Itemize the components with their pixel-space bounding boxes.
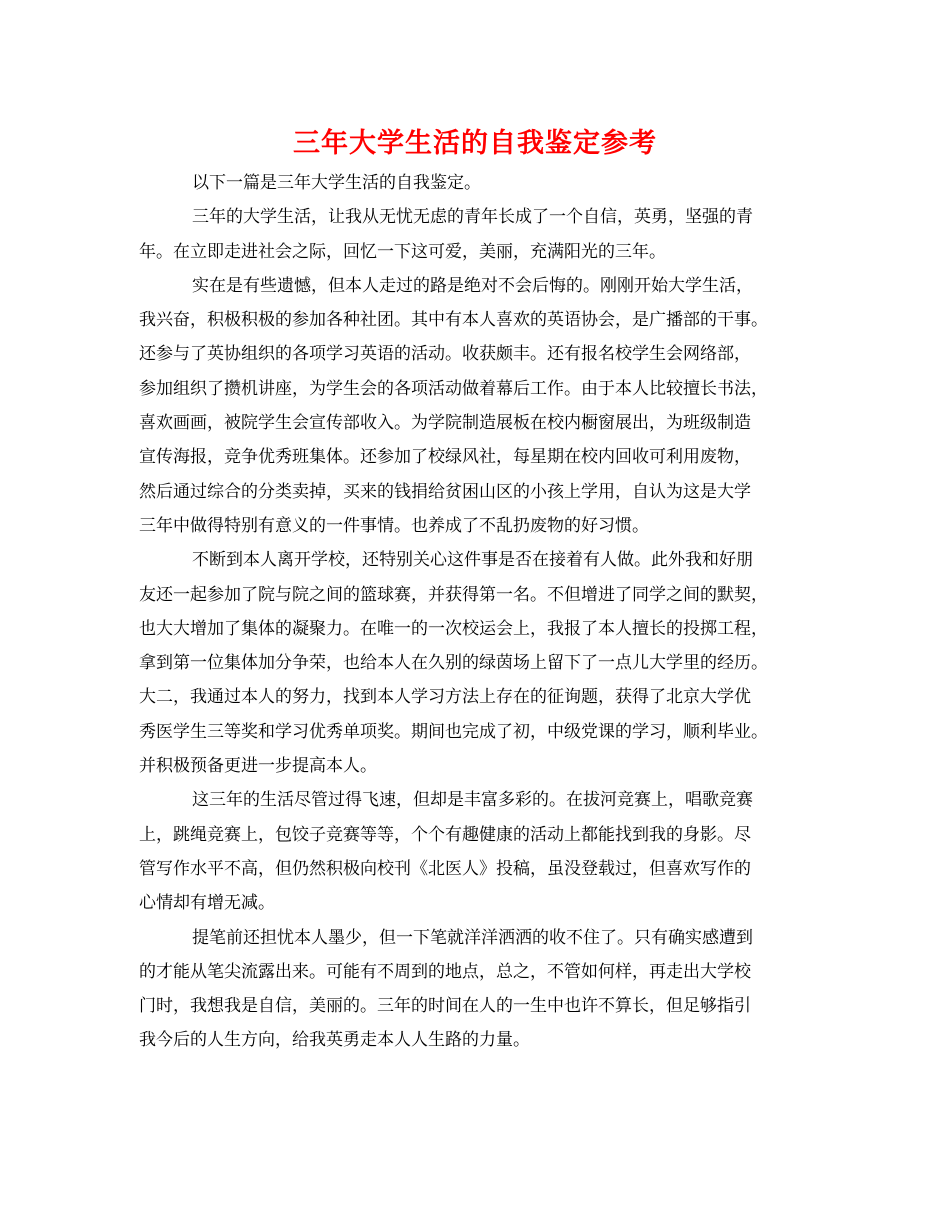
text-line: 的才能从笔尖流露出来。可能有不周到的地点，总之，不管如何样，再走出大学校 — [139, 961, 751, 982]
text-line: 以下一篇是三年大学生活的自我鉴定。 — [192, 173, 481, 193]
text-line: 三年中做得特别有意义的一件事情。也养成了不乱扔废物的好习惯。 — [139, 515, 649, 536]
text-line: 年。在立即走进社会之际，回忆一下这可爱，美丽，充满阳光的三年。 — [139, 241, 666, 262]
text-line: 这三年的生活尽管过得飞速，但却是丰富多彩的。在拔河竞赛上，唱歌竞赛 — [192, 790, 753, 811]
text-line: 秀医学生三等奖和学习优秀单项奖。期间也完成了初，中级党课的学习，顺利毕业。 — [139, 721, 768, 742]
text-line: 管写作水平不高，但仍然积极向校刊《北医人》投稿，虽没登载过，但喜欢写作的 — [139, 858, 751, 879]
text-line: 友还一起参加了院与院之间的篮球赛，并获得第一名。不但增进了同学之间的默契， — [139, 584, 768, 605]
text-line: 大二，我通过本人的努力，找到本人学习方法上存在的征询题，获得了北京大学优 — [139, 687, 751, 708]
text-line: 宣传海报，竞争优秀班集体。还参加了校绿风社，每星期在校内回收可利用废物， — [139, 447, 751, 468]
text-line: 提笔前还担忧本人墨少，但一下笔就洋洋洒洒的收不住了。只有确实感遭到 — [192, 927, 753, 948]
text-line: 我今后的人生方向，给我英勇走本人人生路的力量。 — [139, 1030, 530, 1051]
document-body — [139, 166, 829, 1058]
text-line: 拿到第一位集体加分争荣，也给本人在久别的绿茵场上留下了一点儿大学里的经历。 — [139, 653, 768, 674]
document-title: 三年大学生活的自我鉴定参考 — [293, 128, 657, 159]
text-line: 心情却有增无减。 — [139, 893, 275, 914]
text-line: 门时，我想我是自信，美丽的。三年的时间在人的一生中也许不算长，但足够指引 — [139, 996, 751, 1017]
text-line: 实在是有些遗憾，但本人走过的路是绝对不会后悔的。刚刚开始大学生活， — [192, 275, 753, 296]
text-line: 参加组织了攒机讲座，为学生会的各项活动做着幕后工作。由于本人比较擅长书法， — [139, 378, 768, 399]
text-line: 并积极预备更进一步提高本人。 — [139, 756, 377, 777]
text-line: 喜欢画画，被院学生会宣传部收入。为学院制造展板在校内橱窗展出，为班级制造 — [139, 413, 751, 434]
text-line: 三年的大学生活，让我从无忧无虑的青年长成了一个自信，英勇，坚强的青 — [192, 207, 753, 228]
text-line: 也大大增加了集体的凝聚力。在唯一的一次校运会上，我报了本人擅长的投掷工程， — [139, 618, 768, 639]
text-line: 我兴奋，积极积极的参加各种社团。其中有本人喜欢的英语协会，是广播部的干事。 — [139, 310, 768, 331]
text-line: 然后通过综合的分类卖掉，买来的钱捐给贫困山区的小孩上学用，自认为这是大学 — [139, 481, 751, 502]
text-line: 上，跳绳竞赛上，包饺子竞赛等等，个个有趣健康的活动上都能找到我的身影。尽 — [139, 824, 751, 845]
text-line: 还参与了英协组织的各项学习英语的活动。收获颇丰。还有报名校学生会网络部， — [139, 344, 751, 365]
text-line: 不断到本人离开学校，还特别关心这件事是否在接着有人做。此外我和好朋 — [192, 550, 753, 571]
